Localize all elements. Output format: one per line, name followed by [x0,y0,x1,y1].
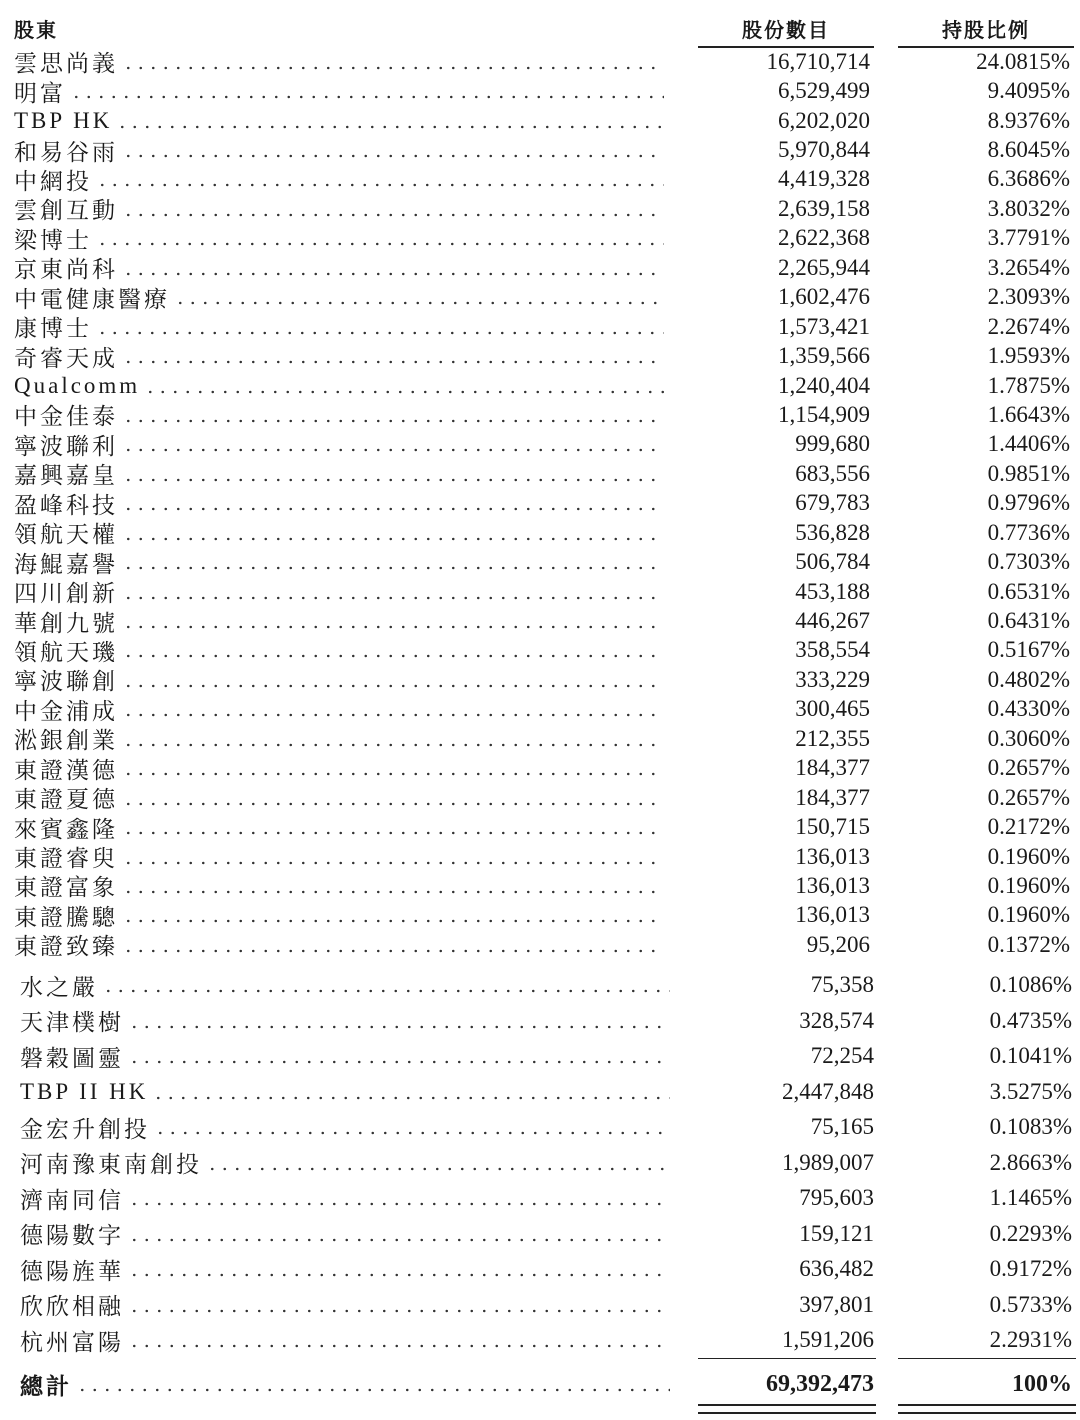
shareholder-name: 海鯤嘉譽 [14,551,118,577]
shareholder-name-cell [14,165,664,194]
shareholder-name-cell [14,518,664,547]
shareholding-percentage: 2.3093% [987,284,1070,310]
share-count: 75,165 [810,1114,874,1140]
dot-leader [154,1130,670,1136]
share-count: 159,121 [799,1220,874,1246]
share-count: 397,801 [799,1291,874,1317]
dot-leader [128,1024,670,1030]
table-row [0,400,1080,429]
shareholder-name-cell [20,1252,670,1288]
share-count: 95,206 [806,931,870,957]
dot-leader [128,1237,670,1243]
shareholder-name-cell [14,253,664,282]
share-count: 446,267 [795,608,870,634]
table-row [0,842,1080,871]
shareholder-name-cell [20,1003,670,1039]
shareholder-name: 東證睿臾 [14,846,118,872]
table-row [0,901,1080,930]
shareholding-percentage: 0.5733% [989,1291,1072,1317]
table-row [0,1074,1080,1110]
table-row [0,106,1080,135]
table-row [0,695,1080,724]
shareholder-name: 東證夏德 [14,787,118,813]
shareholder-name-cell [20,1287,670,1323]
shareholding-percentage: 1.1465% [989,1185,1072,1211]
shareholder-name-cell [14,106,664,135]
shareholder-name: 領航天璣 [14,639,118,665]
shareholding-percentage: 3.2654% [987,254,1070,280]
shareholder-name-cell [20,1110,670,1146]
shareholding-percentage: 0.1041% [989,1043,1072,1069]
dot-leader [116,124,664,130]
dot-leader [122,624,664,630]
dot-leader [96,241,664,247]
table-row [0,135,1080,164]
shareholder-name-cell [14,341,664,370]
table-row [0,1110,1080,1146]
shareholding-percentage: 0.9851% [987,460,1070,486]
shareholder-rows [0,47,1080,1358]
share-count: 1,591,206 [782,1327,874,1353]
shareholder-name-cell [14,812,664,841]
shareholding-percentage: 0.5167% [987,637,1070,663]
shareholder-name-cell [14,901,664,930]
dot-leader [122,477,664,483]
table-row [0,1323,1080,1359]
shareholding-percentage: 0.7736% [987,519,1070,545]
header-shareholder: 股東 [14,20,58,42]
shareholder-name: 寧波聯創 [14,669,118,695]
share-count: 75,358 [810,972,874,998]
total-top-rule-shares [698,1358,876,1359]
shareholder-name: 京東尚科 [14,257,118,283]
shareholder-name: 四川創新 [14,581,118,607]
shareholder-name-cell [20,1181,670,1217]
share-count: 184,377 [795,755,870,781]
shareholder-name: 磐穀圖靈 [20,1045,124,1071]
table-row [0,812,1080,841]
table-row [0,547,1080,576]
dot-leader [152,1095,670,1101]
table-row [0,76,1080,105]
shareholder-name-cell [14,636,664,665]
shareholding-percentage: 0.1960% [987,843,1070,869]
share-count: 136,013 [795,843,870,869]
shareholder-name-cell [14,224,664,253]
dot-leader [122,712,664,718]
shareholder-name-cell [14,459,664,488]
shareholder-name: 康博士 [14,316,92,342]
table-row [0,371,1080,400]
shareholder-name-cell [14,754,664,783]
table-row [0,724,1080,753]
shareholder-name-cell [14,930,664,959]
share-count: 136,013 [795,872,870,898]
total-shares: 69,392,473 [766,1370,874,1397]
dot-leader [122,830,664,836]
dot-leader [128,1272,670,1278]
shareholder-name-cell [20,1216,670,1252]
total-label: 總計 [20,1373,72,1399]
shareholder-name: 杭州富陽 [20,1329,124,1355]
shareholding-percentage: 0.2657% [987,755,1070,781]
dot-leader [122,212,664,218]
dot-leader [128,1201,670,1207]
table-row [0,783,1080,812]
shareholder-name: 河南豫東南創投 [20,1152,202,1178]
shareholder-name-cell [14,724,664,753]
table-row [0,636,1080,665]
share-count: 4,419,328 [778,166,870,192]
dot-leader [102,988,670,994]
table-row [0,665,1080,694]
shareholding-percentage: 0.9796% [987,490,1070,516]
share-count: 184,377 [795,784,870,810]
share-count: 1,240,404 [778,372,870,398]
table-row [0,459,1080,488]
share-count: 6,202,020 [778,107,870,133]
shareholder-name: 金宏升創投 [20,1116,150,1142]
table-row [0,224,1080,253]
share-count: 679,783 [795,490,870,516]
dot-leader [122,771,664,777]
dot-leader [128,1308,670,1314]
share-count: 1,602,476 [778,284,870,310]
share-count: 2,639,158 [778,195,870,221]
dot-leader [122,271,664,277]
table-row [0,1039,1080,1075]
share-count: 1,573,421 [778,313,870,339]
shareholder-name: 中金浦成 [14,698,118,724]
dot-leader [174,300,664,306]
shareholder-name-cell [20,1074,670,1110]
shareholding-percentage: 0.4802% [987,666,1070,692]
share-count: 5,970,844 [778,137,870,163]
shareholder-name: 嘉興嘉皇 [14,463,118,489]
share-count: 1,359,566 [778,343,870,369]
dot-leader [122,418,664,424]
share-count: 453,188 [795,578,870,604]
shareholder-name-cell [14,135,664,164]
shareholder-name-cell [14,430,664,459]
total-label-cell [20,1366,670,1402]
share-count: 1,154,909 [778,401,870,427]
table-row [0,930,1080,959]
shareholding-percentage: 8.9376% [987,107,1070,133]
shareholder-name: 盈峰科技 [14,492,118,518]
shareholder-name: 德陽數字 [20,1223,124,1249]
shareholder-name: 東證富象 [14,875,118,901]
shareholding-percentage: 3.8032% [987,195,1070,221]
shareholder-name: 華創九號 [14,610,118,636]
shareholding-percentage: 3.5275% [989,1078,1072,1104]
shareholder-name: Qualcomm [14,372,141,398]
dot-leader [122,595,664,601]
shareholding-percentage: 0.2172% [987,814,1070,840]
shareholder-name-cell [14,547,664,576]
dot-leader [122,653,664,659]
shareholding-percentage: 0.1372% [987,931,1070,957]
shareholder-name: 雲創互動 [14,198,118,224]
table-row [0,1181,1080,1217]
share-count: 16,710,714 [766,48,870,74]
shareholding-percentage: 1.4406% [987,431,1070,457]
shareholder-name: 東證騰驄 [14,904,118,930]
table-header [0,14,1080,44]
shareholder-name-cell [20,1145,670,1181]
shareholder-name-cell [14,606,664,635]
shareholding-percentage: 0.6431% [987,608,1070,634]
total-row [0,1366,1080,1402]
shareholding-percentage: 1.9593% [987,343,1070,369]
shareholding-percentage: 0.1083% [989,1114,1072,1140]
shareholder-name: 明富 [14,80,66,106]
dot-leader [122,801,664,807]
shareholding-percentage: 24.0815% [976,48,1070,74]
dot-leader [70,94,664,100]
shareholder-name: 寧波聯利 [14,433,118,459]
shareholder-name-cell [20,968,670,1004]
header-shares: 股份數目 [698,14,874,48]
dot-leader [122,506,664,512]
share-count: 999,680 [795,431,870,457]
shareholder-name: 中網投 [14,168,92,194]
shareholder-name: 奇睿天成 [14,345,118,371]
shareholder-name: 和易谷雨 [14,139,118,165]
table-row [0,968,1080,1004]
dot-leader [122,918,664,924]
table-row [0,341,1080,370]
total-section [0,1358,1080,1420]
shareholder-name: 天津樸樹 [20,1010,124,1036]
shareholding-percentage: 0.1960% [987,902,1070,928]
shareholder-name-cell [14,371,664,400]
shareholding-percentage: 3.7791% [987,225,1070,251]
shareholding-percentage: 0.7303% [987,549,1070,575]
table-row [0,577,1080,606]
table-row [0,165,1080,194]
total-pct: 100% [1012,1370,1072,1397]
table-row [0,194,1080,223]
table-row [0,1252,1080,1288]
shareholder-name-cell [14,400,664,429]
share-count: 506,784 [795,549,870,575]
table-row [0,489,1080,518]
shareholding-percentage: 0.4735% [989,1007,1072,1033]
shareholder-name: 德陽旌華 [20,1258,124,1284]
shareholder-name: 梁博士 [14,227,92,253]
table-row [0,312,1080,341]
dot-leader [128,1059,670,1065]
dot-leader [122,889,664,895]
dot-leader [122,65,664,71]
shareholder-name-cell [14,312,664,341]
shareholder-name-cell [14,489,664,518]
shareholder-name: 淞銀創業 [14,728,118,754]
shareholder-name: 東證致臻 [14,934,118,960]
shareholder-name-cell [14,47,664,76]
shareholding-percentage: 0.4330% [987,696,1070,722]
share-count: 358,554 [795,637,870,663]
shareholding-percentage: 2.2674% [987,313,1070,339]
share-count: 636,482 [799,1256,874,1282]
table-row [0,1216,1080,1252]
shareholding-percentage: 0.1960% [987,872,1070,898]
share-count: 1,989,007 [782,1149,874,1175]
table-row [0,430,1080,459]
total-double-rule-shares [698,1404,876,1414]
dot-leader [122,359,664,365]
dot-leader [122,565,664,571]
table-row [0,283,1080,312]
shareholder-name-cell [20,1323,670,1359]
shareholding-percentage: 6.3686% [987,166,1070,192]
table-row [0,518,1080,547]
shareholder-name-cell [14,283,664,312]
total-top-rule-pct [898,1358,1076,1359]
shareholding-percentage: 0.9172% [989,1256,1072,1282]
share-count: 795,603 [799,1185,874,1211]
shareholder-name-cell [14,842,664,871]
shareholder-name: 東證漢德 [14,757,118,783]
header-percentage: 持股比例 [898,14,1074,48]
share-count: 6,529,499 [778,78,870,104]
dot-leader [122,683,664,689]
dot-leader [96,182,664,188]
share-count: 2,447,848 [782,1078,874,1104]
shareholding-percentage: 1.6643% [987,401,1070,427]
dot-leader [206,1166,670,1172]
shareholding-percentage: 9.4095% [987,78,1070,104]
dot-leader [76,1387,670,1393]
shareholder-name: 來賓鑫隆 [14,816,118,842]
share-count: 536,828 [795,519,870,545]
shareholder-name-cell [14,695,664,724]
shareholder-name: 領航天權 [14,522,118,548]
table-row [0,1145,1080,1181]
share-count: 683,556 [795,460,870,486]
shareholder-name: 中電健康醫療 [14,286,170,312]
shareholder-name-cell [14,76,664,105]
dot-leader [122,948,664,954]
shareholder-name: 欣欣相融 [20,1294,124,1320]
share-count: 2,622,368 [778,225,870,251]
shareholding-percentage: 1.7875% [987,372,1070,398]
shareholder-name-cell [14,665,664,694]
shareholder-name-cell [14,871,664,900]
table-row [0,1287,1080,1323]
dot-leader [122,536,664,542]
shareholding-percentage: 2.2931% [989,1327,1072,1353]
dot-leader [144,389,664,395]
share-count: 2,265,944 [778,254,870,280]
share-count: 328,574 [799,1007,874,1033]
shareholding-percentage: 0.3060% [987,725,1070,751]
shareholder-name: 中金佳泰 [14,404,118,430]
share-count: 150,715 [795,814,870,840]
shareholder-name-cell [14,783,664,812]
table-row [0,1003,1080,1039]
table-row [0,606,1080,635]
dot-leader [128,1343,670,1349]
shareholder-name-cell [14,577,664,606]
shareholder-name: TBP II HK [20,1078,149,1104]
shareholding-percentage: 8.6045% [987,137,1070,163]
share-count: 212,355 [795,725,870,751]
table-row [0,754,1080,783]
shareholder-name: 雲思尚義 [14,51,118,77]
dot-leader [122,153,664,159]
share-count: 72,254 [810,1043,874,1069]
share-count: 333,229 [795,666,870,692]
table-row [0,47,1080,76]
total-double-rule-pct [898,1404,1076,1414]
share-count: 136,013 [795,902,870,928]
shareholding-percentage: 0.2293% [989,1220,1072,1246]
dot-leader [122,742,664,748]
shareholder-name-cell [14,194,664,223]
shareholder-name: 水之嚴 [20,974,98,1000]
share-count: 300,465 [795,696,870,722]
shareholding-percentage: 0.2657% [987,784,1070,810]
shareholder-name-cell [20,1039,670,1075]
dot-leader [122,447,664,453]
shareholding-percentage: 0.6531% [987,578,1070,604]
shareholder-name: TBP HK [14,107,113,133]
table-row [0,871,1080,900]
shareholding-percentage: 2.8663% [989,1149,1072,1175]
dot-leader [96,330,664,336]
shareholding-percentage: 0.1086% [989,972,1072,998]
table-row [0,253,1080,282]
shareholder-name: 濟南同信 [20,1187,124,1213]
dot-leader [122,860,664,866]
